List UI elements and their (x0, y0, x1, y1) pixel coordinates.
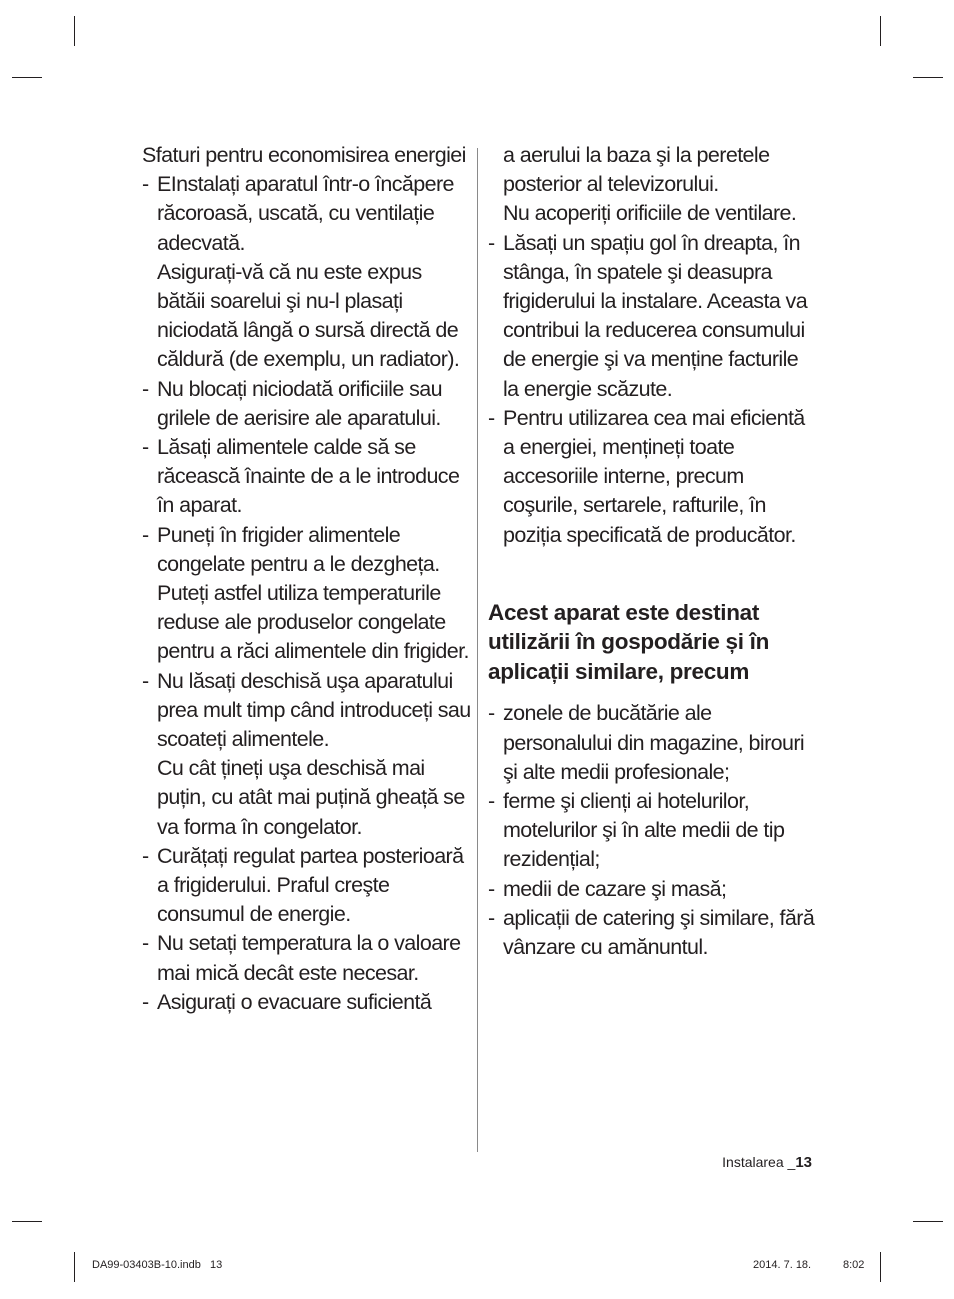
left-column (142, 141, 472, 1017)
list-item: - Pentru utilizarea cea mai eficientă a energiei, mențineți toate accesoriile interne, precum coşurile, sertarele, rafturile, în poziția specificată de producător. (488, 404, 818, 550)
crop-mark (880, 16, 881, 46)
crop-mark (12, 1221, 42, 1222)
list-item: - Nu blocați niciodată orificiile sau grilele de aerisire ale aparatului. (142, 375, 472, 433)
page-number (722, 1154, 812, 1171)
list-item: - Lăsați un spațiu gol în dreapta, în stânga, în spatele şi deasupra frigiderului la instalare. Aceasta va contribui la reducerea consumului de energie şi va menține facturile la energie scăzute. (488, 229, 818, 404)
tips-list-continued (488, 229, 818, 550)
tips-list (142, 170, 472, 1017)
column-divider (477, 148, 478, 1152)
continued-tip: a aerului la baza şi la peretele posterior al televizorului. Nu acoperiți orificiile de ventilare. (503, 143, 797, 226)
list-item: - medii de cazare şi masă; (488, 875, 818, 904)
footer-time: 8:02 (843, 1259, 865, 1271)
right-column (488, 141, 818, 962)
crop-mark (913, 1221, 943, 1222)
usage-heading: Acest aparat este destinat utilizării în gospodărie și în aplicații similare, precum (488, 599, 770, 684)
list-item: - ferme şi clienți ai hotelurilor, motelurilor şi în alte medii de tip rezidențial; (488, 787, 818, 875)
list-item: - zonele de bucătărie ale personalului din magazine, birouri şi alte medii profesionale; (488, 699, 818, 787)
usage-list (488, 699, 818, 962)
list-item: - Puneți în frigider alimentele congelate pentru a le dezgheța. Puteți astfel utiliza temperaturile reduse ale produselor congelate pentru a răci alimentele din frigider. (142, 521, 472, 667)
section-title: Sfaturi pentru economisirea energiei (142, 143, 466, 167)
crop-mark (74, 1252, 75, 1282)
list-item: - Lăsați alimentele calde să se răcească înainte de a le introduce în aparat. (142, 433, 472, 521)
page-section-label: Instalarea _ (722, 1154, 796, 1170)
list-item: - Asigurați o evacuare suficientă (142, 988, 472, 1017)
crop-mark (74, 16, 75, 46)
footer-file: DA99-03403B-10.indb 13 (92, 1259, 223, 1271)
page-number-value: 13 (795, 1154, 812, 1171)
crop-mark (913, 77, 943, 78)
crop-mark (12, 77, 42, 78)
list-item: - Nu lăsați deschisă uşa aparatului prea mult timp când introduceți sau scoateți alimentele. Cu cât țineți uşa deschisă mai puțin, cu atât mai puțină gheață se va forma în congelator. (142, 667, 472, 842)
crop-mark (880, 1252, 881, 1282)
list-item: - EInstalați aparatul într-o încăpere răcoroasă, uscată, cu ventilație adecvată. Asigurați-vă că nu este expus bătăii soarelui şi nu-l plasați niciodată lângă o sursă directă de căldură (de exemplu, un radiator). (142, 170, 472, 374)
list-item: - aplicații de catering şi similare, fără vânzare cu amănuntul. (488, 904, 818, 962)
footer-date: 2014. 7. 18. (753, 1259, 812, 1271)
list-item: - Nu setați temperatura la o valoare mai mică decât este necesar. (142, 929, 472, 987)
list-item: - Curățați regulat partea posterioară a frigiderului. Praful creşte consumul de energie. (142, 842, 472, 930)
